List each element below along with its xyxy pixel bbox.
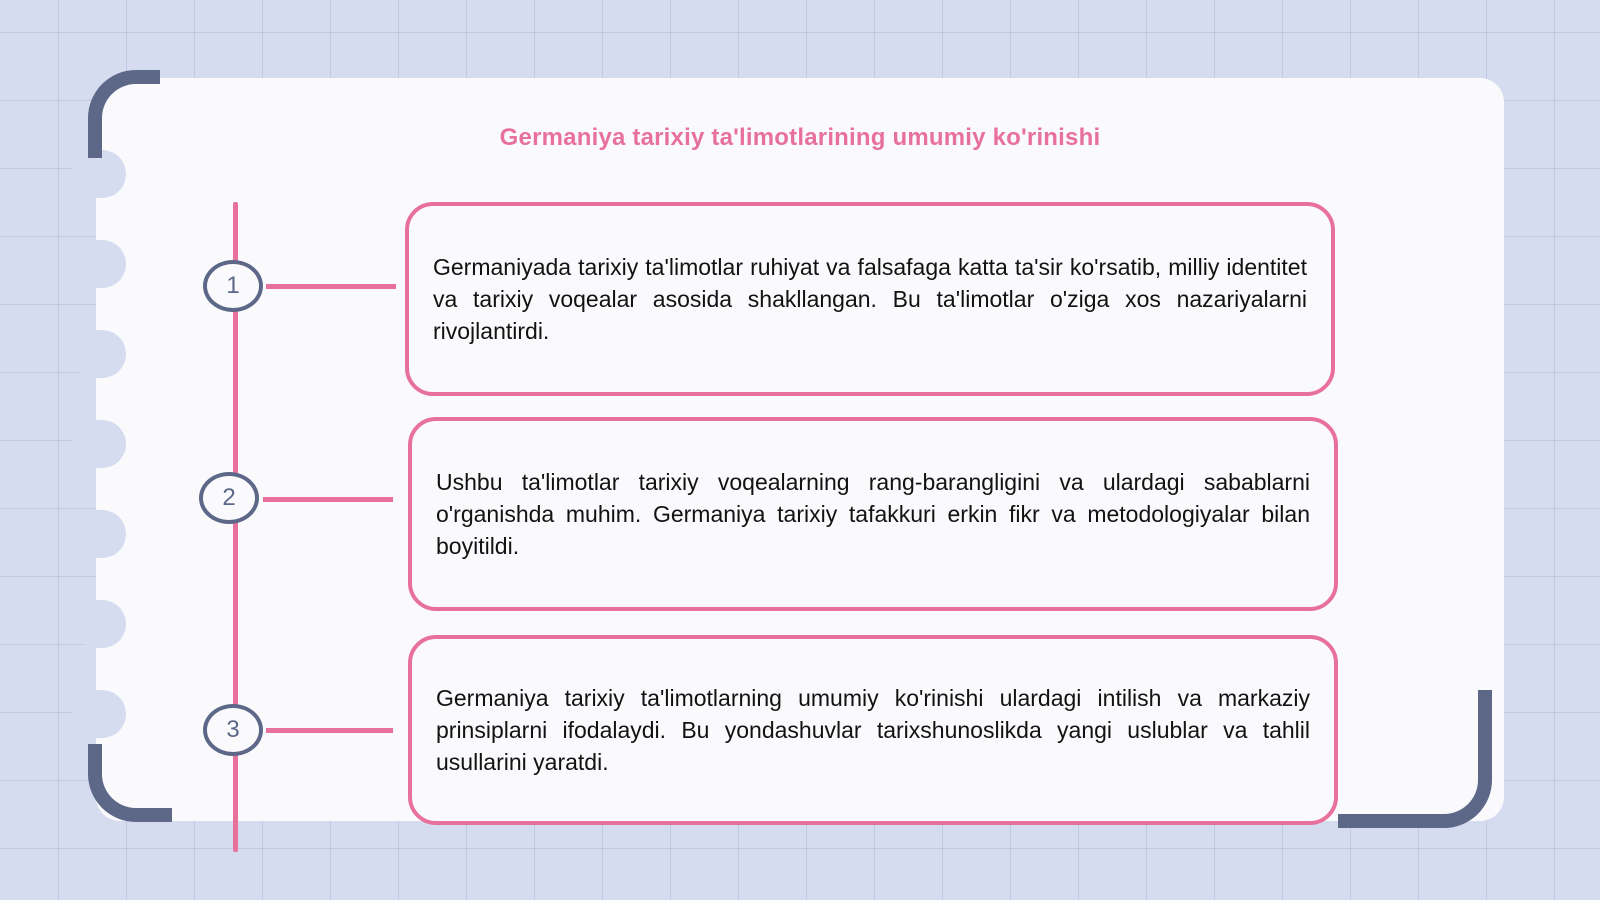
slide-title: Germaniya tarixiy ta'limotlarining umumiy ko'rinishi [499,124,1101,151]
card-edge-notch [72,600,126,648]
text-box-1 [405,202,1335,396]
timeline-node-3 [203,704,263,756]
timeline-connector-1 [266,284,396,289]
card-edge-notch [72,510,126,558]
text-box-2 [408,417,1338,611]
timeline-node-number: 1 [226,272,240,299]
timeline-node-2 [199,472,259,524]
text-box-content: Germaniya tarixiy ta'limotlarning umumiy ko'rinishi ulardagi intilish va markaziy prinsiplarni ifodalaydi. Bu yondashuvlar tarixshunoslikda yangi uslublar va tahlil usullarini yaratdi. [436,685,1310,775]
text-box-3 [408,635,1338,825]
timeline-connector-3 [266,728,393,733]
card-edge-notch [72,330,126,378]
timeline-node-1 [203,260,263,312]
card-edge-notch [72,420,126,468]
timeline-connector-2 [263,497,393,502]
card-edge-notch [72,690,126,738]
text-box-content: Ushbu ta'limotlar tarixiy voqealarning rang-barangligini va ulardagi sabablarni o'rganishda muhim. Germaniya tarixiy tafakkuri erkin fikr va metodologiyalar bilan boyitildi. [436,469,1310,559]
text-box-content: Germaniyada tarixiy ta'limotlar ruhiyat va falsafaga katta ta'sir ko'rsatib, milliy identitet va tarixiy voqealar asosida shakllangan. Bu ta'limotlar o'ziga xos nazariyalarni rivojlantirdi. [433,254,1307,344]
frame-corner-bottom-right [1338,690,1492,828]
timeline-node-number: 2 [222,484,236,511]
timeline-node-number: 3 [226,716,240,743]
card-edge-notch [72,240,126,288]
